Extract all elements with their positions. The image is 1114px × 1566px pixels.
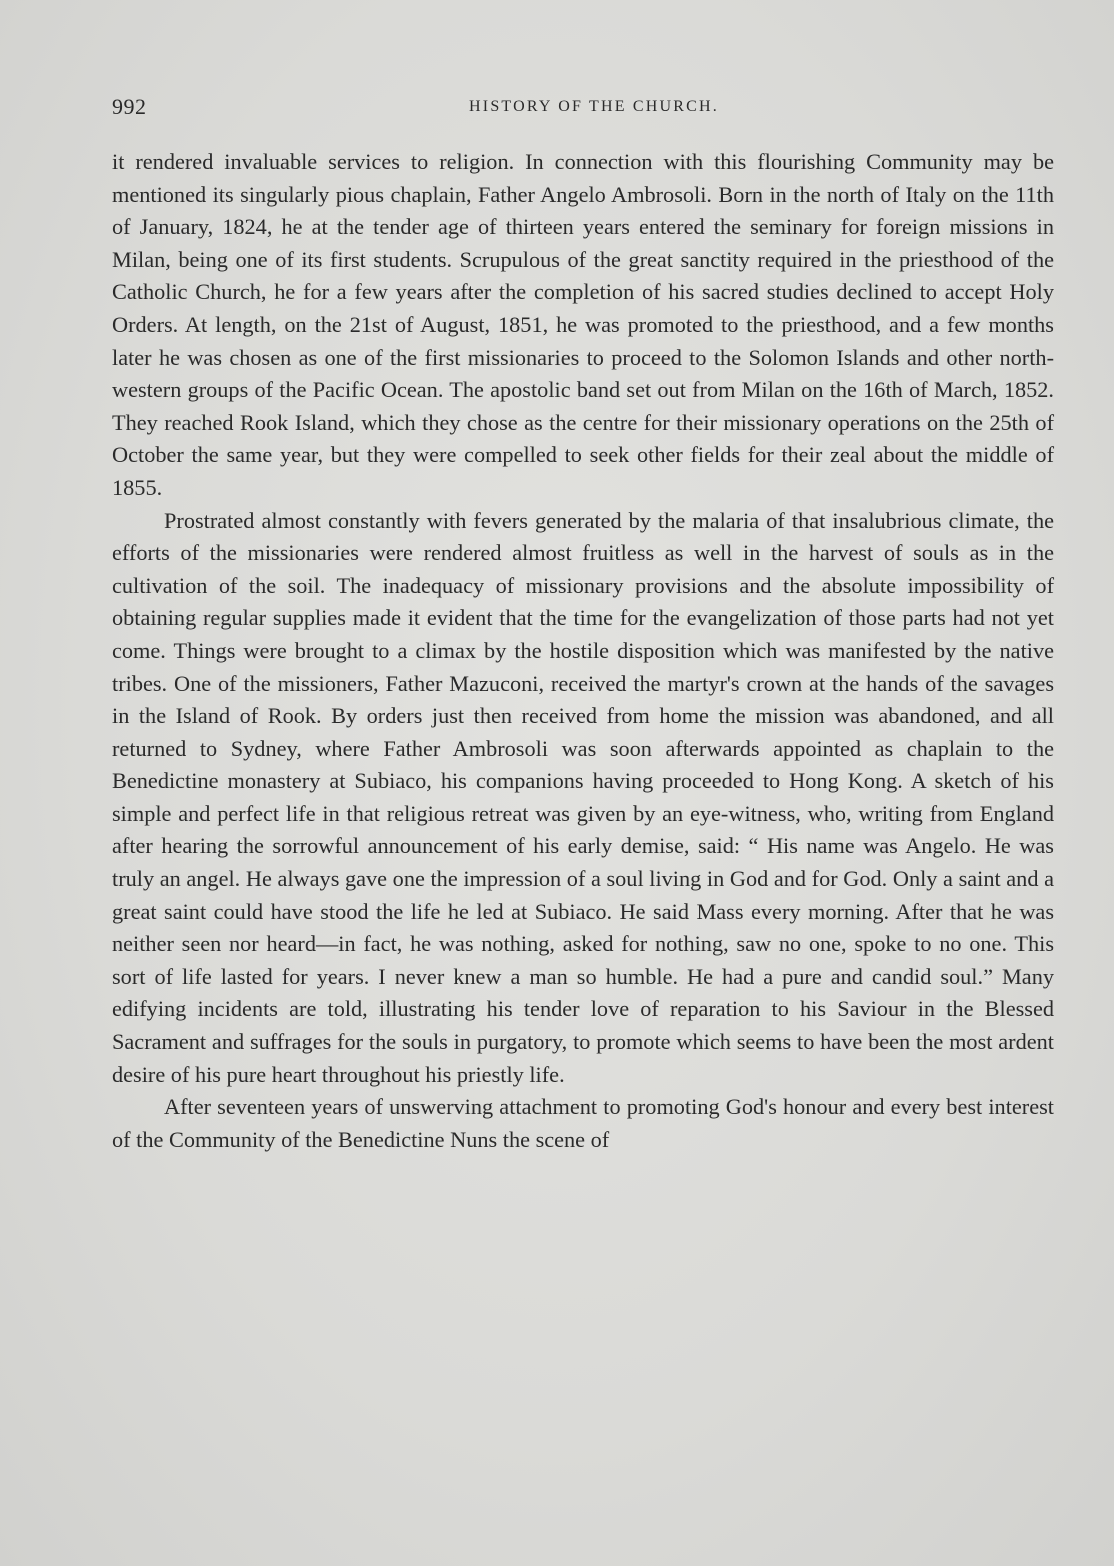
page-number: 992 bbox=[112, 94, 147, 119]
paragraph-1: it rendered invaluable services to religion. In connection with this flourishing Community may be mentioned its singularly pious chaplain, Father Angelo Ambrosoli. Born in the north of Italy on the 11th of January, 1824, he at the tender age of thirteen years entered the seminary for foreign missions in Milan, being one of its first students. Scrupulous of the great sanctity required in the priesthood of the Catholic Church, he for a few years after the completion of his sacred studies declined to accept Holy Orders. At length, on the 21st of August, 1851, he was promoted to the priesthood, and a few months later he was chosen as one of the first missionaries to proceed to the Solomon Islands and other north-western groups of the Pacific Ocean. The apostolic band set out from Milan on the 16th of March, 1852. They reached Rook Island, which they chose as the centre for their missionary operations on the 25th of October the same year, but they were compelled to seek other fields for their zeal about the middle of 1855. bbox=[112, 149, 1054, 500]
body-text bbox=[112, 146, 1054, 1156]
paragraph-2: Prostrated almost constantly with fevers generated by the malaria of that insalubrious climate, the efforts of the missionaries were rendered almost fruitless as well in the harvest of souls as in the cultivation of the soil. The inadequacy of missionary provisions and the absolute impossibility of obtaining regular supplies made it evident that the time for the evangelization of those parts had not yet come. Things were brought to a climax by the hostile disposition which was manifested by the native tribes. One of the missioners, Father Mazuconi, received the martyr's crown at the hands of the savages in the Island of Rook. By orders just then received from home the mission was abandoned, and all returned to Sydney, where Father Ambrosoli was soon afterwards appointed as chaplain to the Benedictine monastery at Subiaco, his companions having proceeded to Hong Kong. A sketch of his simple and perfect life in that religious retreat was given by an eye-witness, who, writing from England after hearing the sorrowful announcement of his early demise, said: “ His name was Angelo. He was truly an angel. He always gave one the impression of a soul living in God and for God. Only a saint and a great saint could have stood the life he led at Subiaco. He said Mass every morning. After that he was neither seen nor heard—in fact, he was nothing, asked for nothing, saw no one, spoke to no one. This sort of life lasted for years. I never knew a man so humble. He had a pure and candid soul.” Many edifying incidents are told, illustrating his tender love of reparation to his Saviour in the Blessed Sacrament and suffrages for the souls in purgatory, to promote which seems to have been the most ardent desire of his pure heart throughout his priestly life. bbox=[112, 507, 1054, 1087]
running-head bbox=[112, 94, 1056, 124]
running-title: HISTORY OF THE CHURCH. bbox=[469, 98, 719, 115]
paragraph-3: After seventeen years of unswerving attachment to promoting God's honour and every best interest of the Community of the Benedictine Nuns the scene of bbox=[112, 1094, 1054, 1152]
